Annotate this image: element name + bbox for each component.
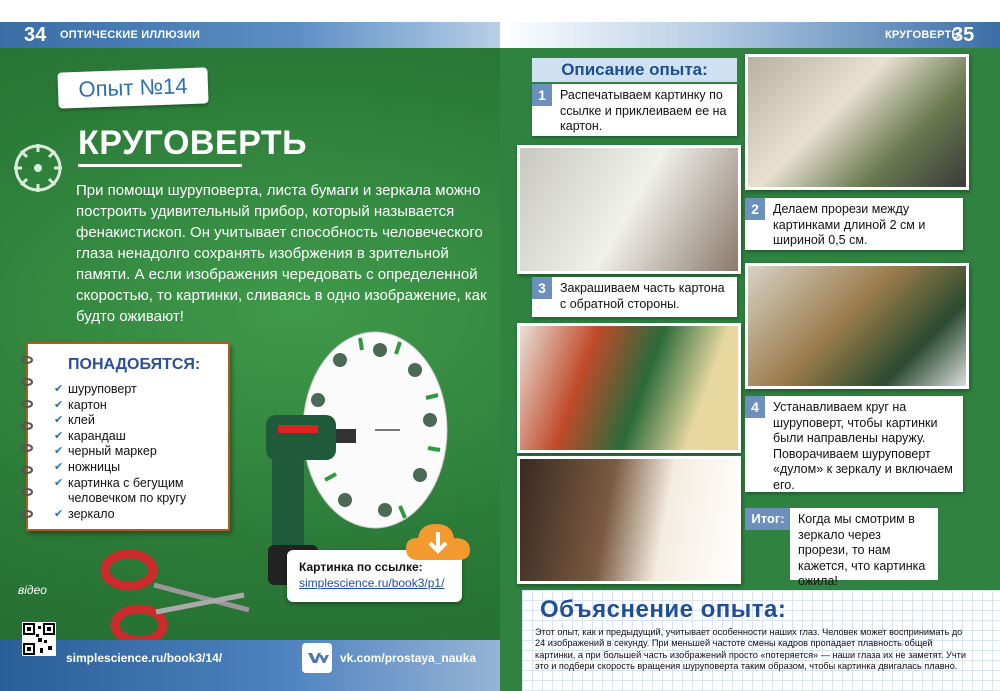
list-item: ✔ картинка с бегущим человечком по кругу [54, 476, 218, 507]
list-item: ✔ клей [54, 413, 218, 429]
title-underline [78, 164, 242, 167]
step-text: Закрашиваем часть картона с обратной стороны. [560, 281, 725, 311]
materials-list [54, 382, 218, 522]
list-item: ✔ карандаш [54, 429, 218, 445]
step-text: Распечатываем картинку по ссылке и приклеиваем ее на картон. [560, 88, 727, 133]
step-2 [745, 198, 963, 250]
step-text: Делаем прорези между картинками длиной 2 см и шириной 0,5 см. [773, 202, 926, 247]
intro-paragraph: При помощи шуруповерта, листа бумаги и зеркала можно построить удивительный прибор, который называется фенакистископ. Он учитывает способность человеческого глаза ненадолго сохранять изобржения в зрительной памяти. А если изображения чередовать с определенной скоростью, то картинки, сливаясь в одно изображение, как будто оживают! [76, 182, 487, 325]
step-number: 1 [532, 84, 552, 106]
step-1 [532, 84, 737, 136]
notebook-rings [20, 354, 34, 524]
top-margin [0, 0, 1000, 22]
picture-link-label: Картинка по ссылке: [299, 560, 423, 574]
materials-notebook [26, 342, 230, 531]
left-section-title: ОПТИЧЕСКИЕ ИЛЛЮЗИИ [60, 29, 201, 41]
step-text: Устанавливаем круг на шуруповерт, чтобы картинки были направлены наружу. Поворачиваем шуруповерт «дулом» к зеркалу и включаем его. [773, 400, 953, 492]
result-label: Итог: [745, 508, 791, 530]
video-link[interactable]: simplescience.ru/book3/14/ [66, 651, 223, 665]
result-text: Когда мы смотрим в зеркало через прорези, то нам кажется, что картинка ожила! [798, 512, 926, 588]
step-4 [745, 396, 963, 492]
left-page-number: 34 [24, 24, 47, 46]
list-item: ✔ черный маркер [54, 444, 218, 460]
step-number: 4 [745, 396, 765, 418]
right-page-number: 35 [952, 24, 975, 46]
list-item: ✔ шуруповерт [54, 382, 218, 398]
step-photo-painting [745, 263, 969, 389]
step-number: 3 [532, 277, 552, 299]
header-bar [0, 22, 1000, 48]
phenakistiscope-icon [12, 142, 64, 194]
footer-bar [0, 640, 520, 691]
list-item: ✔ картон [54, 398, 218, 414]
explanation-title: Объяснение опыта: [540, 596, 787, 623]
experiment-badge [57, 67, 208, 108]
description-header: Описание опыта: [532, 58, 737, 82]
result-box [790, 508, 938, 588]
list-item: ✔ ножницы [54, 460, 218, 476]
list-item: ✔ зеркало [54, 507, 218, 523]
step-3 [532, 277, 737, 317]
right-section-title: КРУГОВЕРТЬ [885, 29, 960, 41]
vk-logo-icon[interactable] [302, 643, 332, 673]
experiment-number: Опыт №14 [78, 73, 188, 102]
step-photo-mounting [517, 323, 741, 453]
step-number: 2 [745, 198, 765, 220]
materials-title: ПОНАДОБЯТСЯ: [68, 356, 201, 373]
qr-code-icon[interactable] [22, 622, 56, 656]
cloud-download-icon[interactable] [404, 520, 472, 564]
step-photo-gluing [745, 54, 969, 190]
picture-link[interactable]: simplescience.ru/book3/p1/ [299, 576, 445, 590]
explanation-text: Этот опыт, как и предыдущий, учитывает особенности наших глаз. Человек может воспринимать до 24 изображений в секунду. При меньшей частоте смены кадров пропадает плавность общей картинки, а при большей часть изображений просто «потеряется» — наши глаза их не заметят. Учти это и подбери скорость вращения шуруповерта таким образом, чтобы картинка двигалась плавно. [535, 627, 966, 672]
vk-link[interactable]: vk.com/prostaya_nauka [340, 651, 477, 665]
experiment-title: КРУГОВЕРТЬ [78, 124, 308, 162]
step-photo-mirror [517, 456, 741, 584]
video-label: відео [18, 583, 47, 597]
step-photo-cutting [517, 145, 741, 274]
